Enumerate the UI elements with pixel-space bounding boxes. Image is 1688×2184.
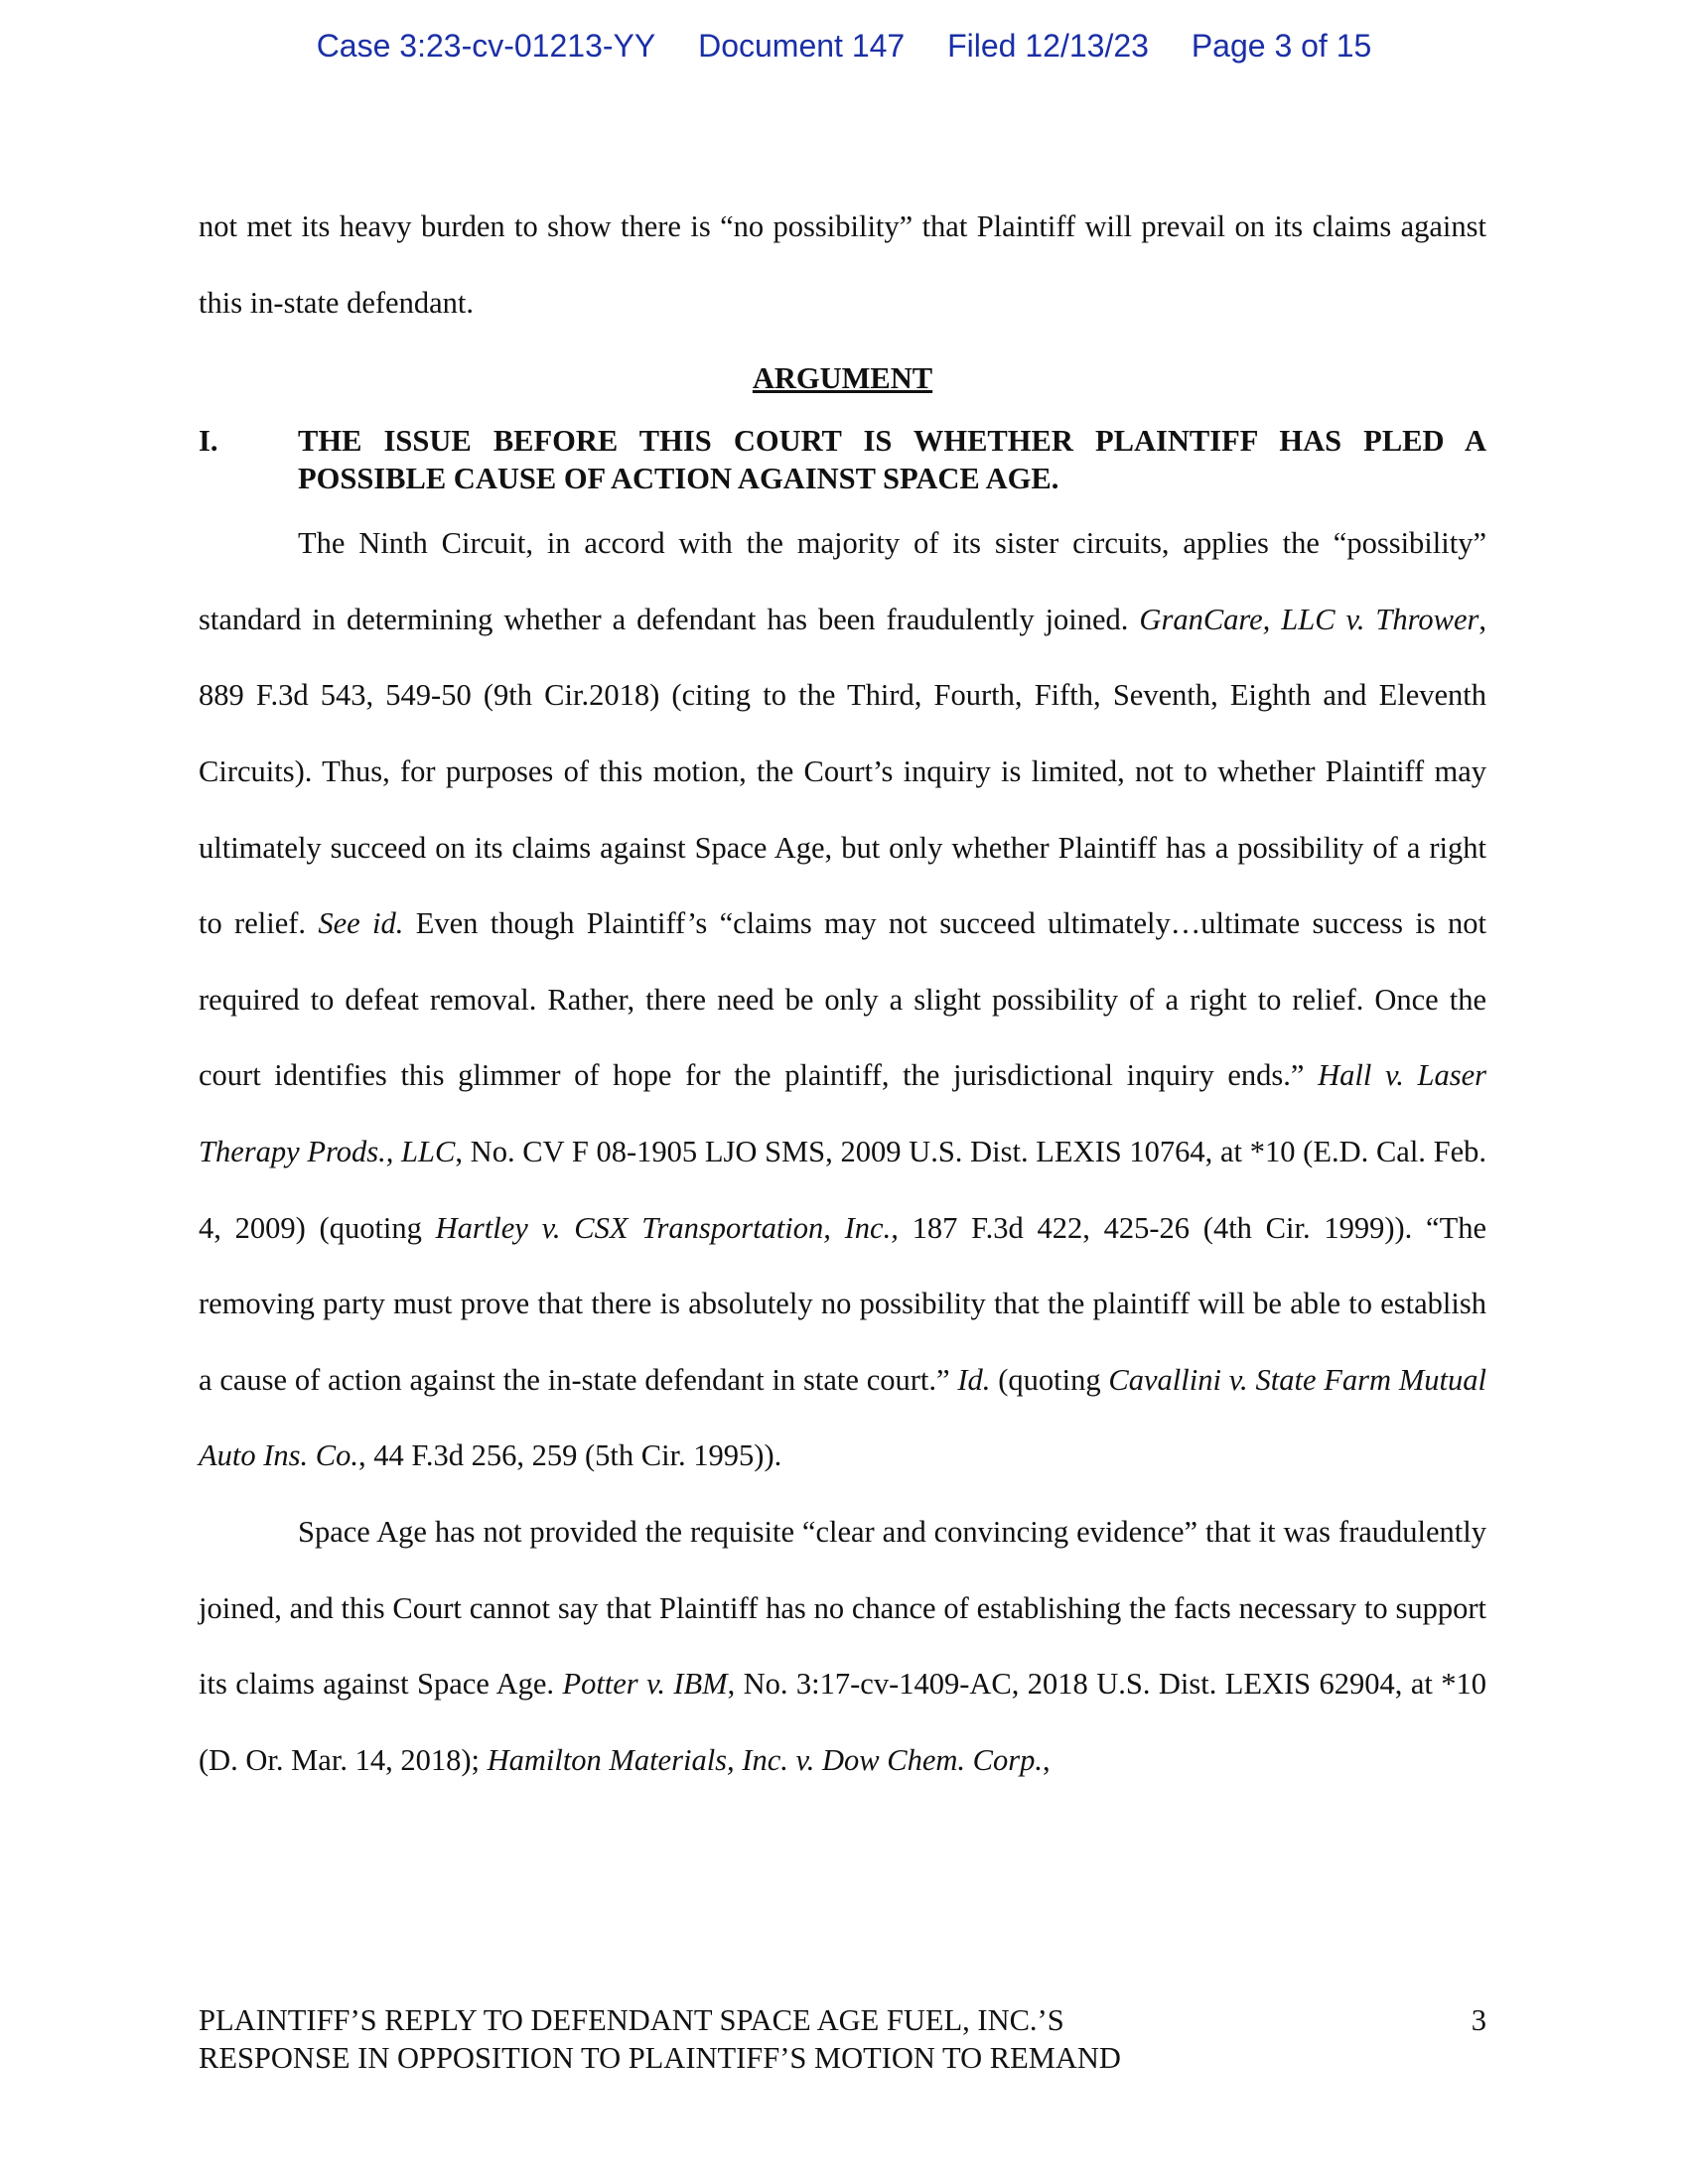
section-number: I. [199,424,218,459]
footer-caption [199,2001,1486,2077]
argument-heading: ARGUMENT [752,361,933,396]
citation-see-id: See id. [318,906,404,941]
document-number: Document 147 [698,28,906,64]
paragraph-possibility-standard: The Ninth Circuit, in accord with the majority of its sister circuits, applies the “possibility” standard in determining whether a defendant has been fraudulently joined. GranCare, LLC v. Thrower, 889 F.3d 543, 549-50 (9th Cir.2018) (citing to the Third, Fourth, Fifth, Seventh, Eighth and Eleventh Circuits). Thus, for purposes of this motion, the Court’s inquiry is limited, not to whether Plaintiff may ultimately succeed on its claims against Space Age, but only whether Plaintiff has a possibility of a right to relief. See id. Even though Plaintiff’s “claims may not succeed ultimately…ultimate success is not required to defeat removal. Rather, there need be only a slight possibility of a right to relief. Once the court identifies this glimmer of hope for the plaintiff, the jurisdictional inquiry ends.” Hall v. Laser Therapy Prods., LLC, No. CV F 08-1905 LJO SMS, 2009 U.S. Dist. LEXIS 10764, at *10 (E.D. Cal. Feb. 4, 2009) (quoting Hartley v. CSX Transportation, Inc., 187 F.3d 422, 425-26 (4th Cir. 1999)). “The removing party must prove that there is absolutely no possibility that the plaintiff will be able to establish a cause of action against the in-state defendant in state court.” Id. (quoting Cavallini v. State Farm Mutual Auto Ins. Co., 44 F.3d 256, 259 (5th Cir. 1995)). [199,526,1487,1473]
footer-page-number: 3 [1471,2003,1486,2037]
section-heading [199,422,1486,497]
filed-date: Filed 12/13/23 [947,28,1149,64]
paragraph-clear-convincing: Space Age has not provided the requisite “clear and convincing evidence” that it was fraudulently joined, and this Court cannot say that Plaintiff has no chance of establishing the facts necessary to support its claims against Space Age. Potter v. IBM, No. 3:17-cv-1409-AC, 2018 U.S. Dist. LEXIS 62904, at *10 (D. Or. Mar. 14, 2018); Hamilton Materials, Inc. v. Dow Chem. Corp., [199,1514,1486,1777]
citation-id: Id. [957,1362,991,1397]
citation-hamilton: Hamilton Materials, Inc. v. Dow Chem. Corp. [487,1742,1043,1777]
case-header [0,28,1688,65]
footer-line-1: PLAINTIFF’S REPLY TO DEFENDANT SPACE AGE FUEL, INC.’S [199,2003,1064,2037]
document-body [199,189,1486,1798]
citation-hall: Hall v. Laser Therapy Prods., LLC [199,1058,1486,1168]
footer-line-2: RESPONSE IN OPPOSITION TO PLAINTIFF’S MOTION TO REMAND [199,2041,1121,2075]
page-indicator: Page 3 of 15 [1191,28,1372,64]
section-title: THE ISSUE BEFORE THIS COURT IS WHETHER PLAINTIFF HAS PLED A POSSIBLE CAUSE OF ACTION AGAINST SPACE AGE. [298,424,1486,496]
citation-potter: Potter v. IBM [562,1667,728,1702]
intro-paragraph: not met its heavy burden to show there is “no possibility” that Plaintiff will prevail on its claims against this in-state defendant. [199,209,1486,320]
case-number: Case 3:23-cv-01213-YY [316,28,656,64]
citation-grancare: GranCare, LLC v. Thrower [1139,602,1479,636]
citation-hartley: Hartley v. CSX Transportation, Inc., [435,1210,899,1245]
citation-cavallini: Cavallini v. State Farm Mutual Auto Ins. Co. [199,1362,1487,1473]
